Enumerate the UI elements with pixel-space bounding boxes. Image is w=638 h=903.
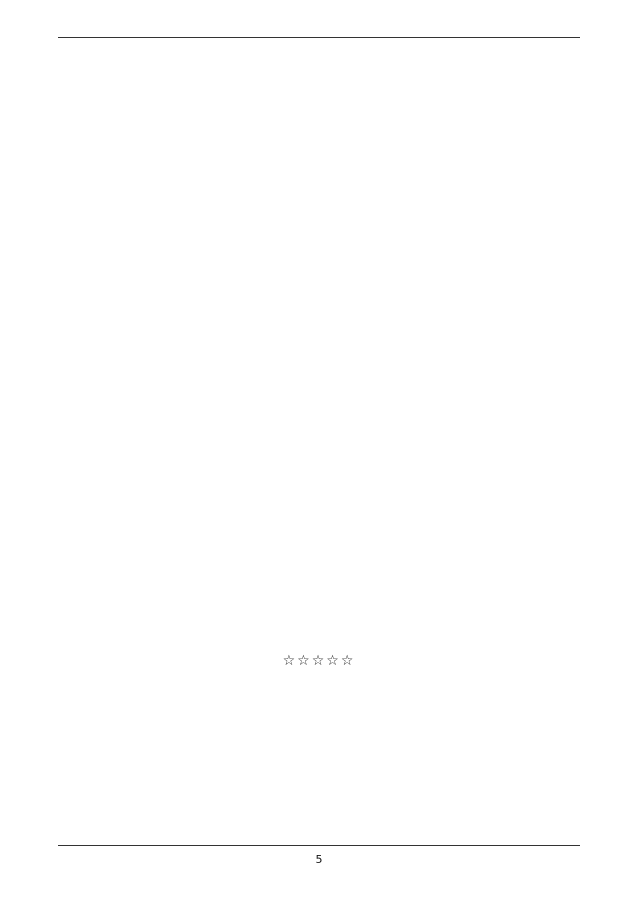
- poem-line: [188, 218, 450, 242]
- citation: [58, 619, 580, 641]
- text-line: [68, 340, 580, 361]
- bottom-rule: [58, 845, 580, 846]
- poem-line: [188, 190, 450, 214]
- poem-line: [188, 246, 450, 270]
- text-line: [58, 64, 580, 85]
- text-line: [58, 494, 580, 515]
- text-line: [70, 138, 580, 159]
- page-number: 5: [315, 853, 323, 866]
- text-line: [160, 560, 580, 581]
- text-line: [450, 108, 580, 129]
- text-line: [58, 86, 580, 107]
- text-line: [58, 516, 580, 537]
- text-line: [58, 428, 580, 449]
- text-line: [58, 406, 580, 427]
- poem-line: [188, 274, 450, 298]
- text-line: [58, 384, 580, 405]
- text-line: [58, 472, 580, 493]
- poem-line: [188, 302, 450, 326]
- text-line: [58, 538, 580, 559]
- top-rule: [58, 37, 580, 38]
- document-page: [58, 40, 580, 840]
- text-line: [58, 450, 580, 471]
- text-line: [66, 42, 580, 63]
- text-line: [58, 362, 580, 383]
- star-divider: ☆☆☆☆☆: [282, 653, 356, 669]
- text-line: [58, 160, 580, 181]
